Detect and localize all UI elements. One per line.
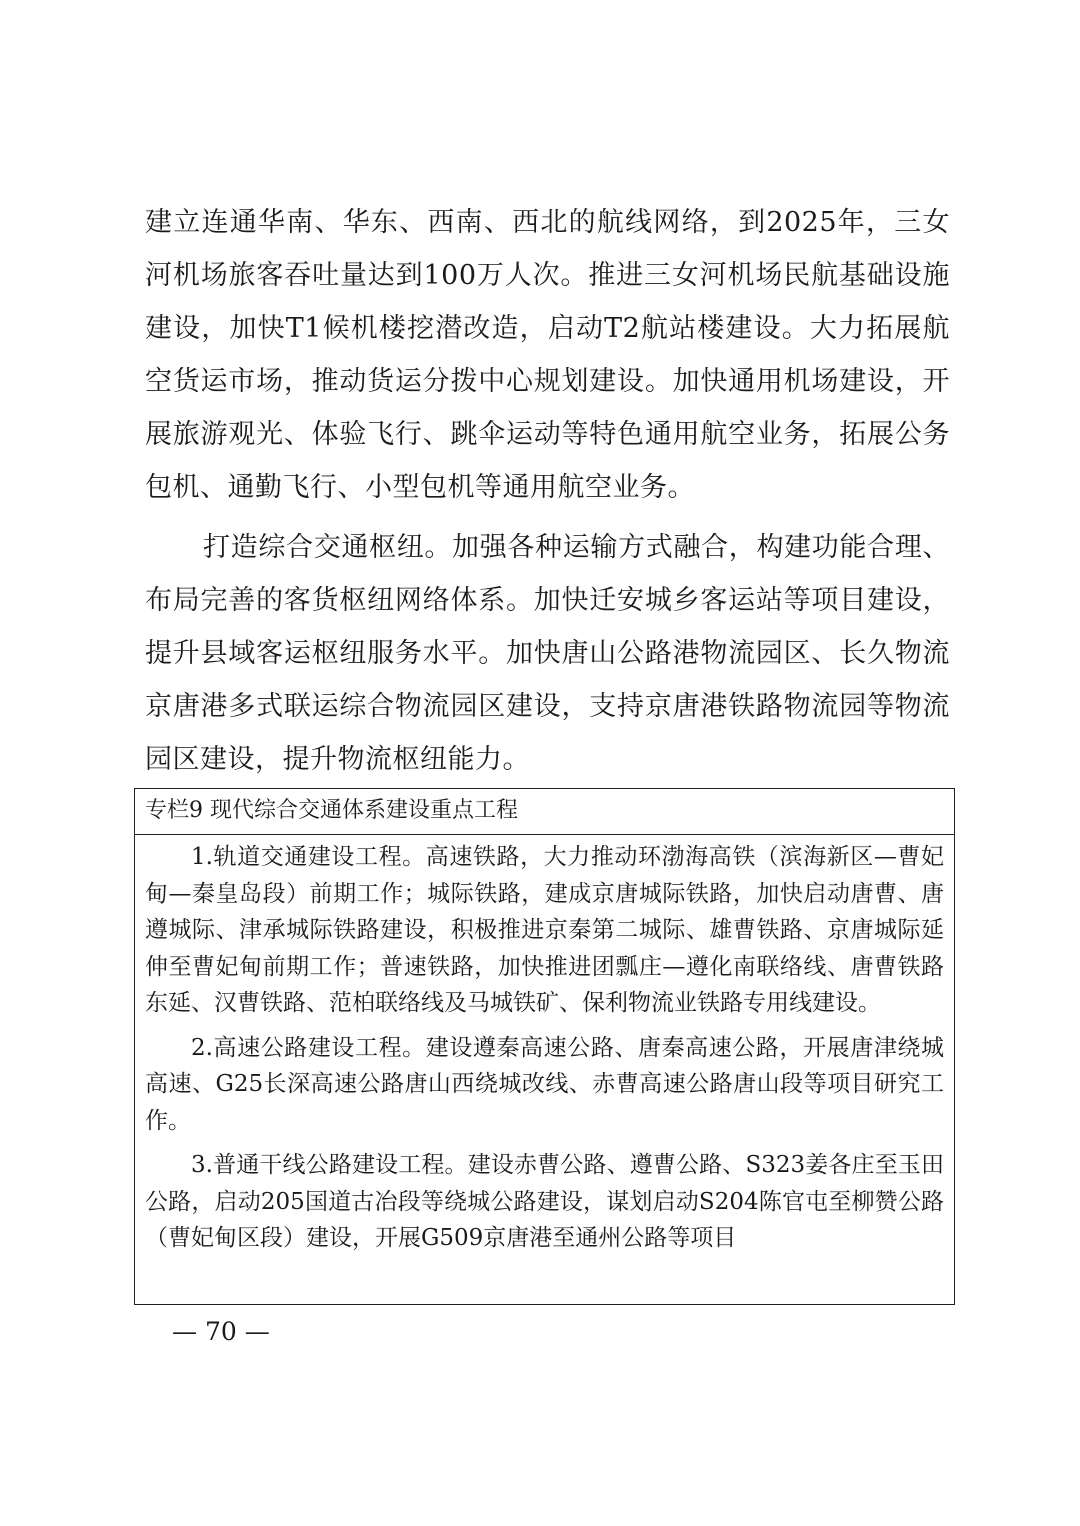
- page-number: — 70 —: [172, 1317, 270, 1346]
- project-item-trunk-road: 3.普通干线公路建设工程。建设赤曹公路、遵曹公路、S323姜各庄至玉田公路，启动205国道古冶段等绕城公路建设，谋划启动S204陈官屯至柳赞公路（曹妃甸区段）建设，开展G509京唐港至通州公路等项目: [145, 1152, 944, 1251]
- body-paragraph-airport: 建立连通华南、华东、西南、西北的航线网络，到2025年，三女河机场旅客吞吐量达到100万人次。推进三女河机场民航基础设施建设，加快T1候机楼挖潜改造，启动T2航站楼建设。大力拓展航空货运市场，推动货运分拨中心规划建设。加快通用机场建设，开展旅游观光、体验飞行、跳伞运动等特色通用航空业务，拓展公务包机、通勤飞行、小型包机等通用航空业务。: [145, 207, 950, 503]
- project-item-expressway: 2.高速公路建设工程。建设遵秦高速公路、唐秦高速公路，开展唐津绕城高速、G25长深高速公路唐山西绕城改线、赤曹高速公路唐山段等项目研究工作。: [145, 1034, 944, 1134]
- column-box-key-projects: [134, 788, 955, 1305]
- body-paragraph-transport-hub: 打造综合交通枢纽。加强各种运输方式融合，构建功能合理、布局完善的客货枢纽网络体系。加快迁安城乡客运站等项目建设，提升县域客运枢纽服务水平。加快唐山公路港物流园区、长久物流京唐港多式联运综合物流园区建设，支持京唐港铁路物流园等物流园区建设，提升物流枢纽能力。: [145, 532, 950, 775]
- column-box-content: [135, 835, 954, 1257]
- column-box-title: 专栏9 现代综合交通体系建设重点工程: [135, 789, 954, 835]
- project-item-rail: 1.轨道交通建设工程。高速铁路，大力推动环渤海高铁（滨海新区—曹妃甸—秦皇岛段）前期工作；城际铁路，建成京唐城际铁路，加快启动唐曹、唐遵城际、津承城际铁路建设，积极推进京秦第二城际、雄曹铁路、京唐城际延伸至曹妃甸前期工作；普速铁路，加快推进团瓢庄—遵化南联络线、唐曹铁路东延、汉曹铁路、范柏联络线及马城铁矿、保利物流业铁路专用线建设。: [145, 844, 944, 1016]
